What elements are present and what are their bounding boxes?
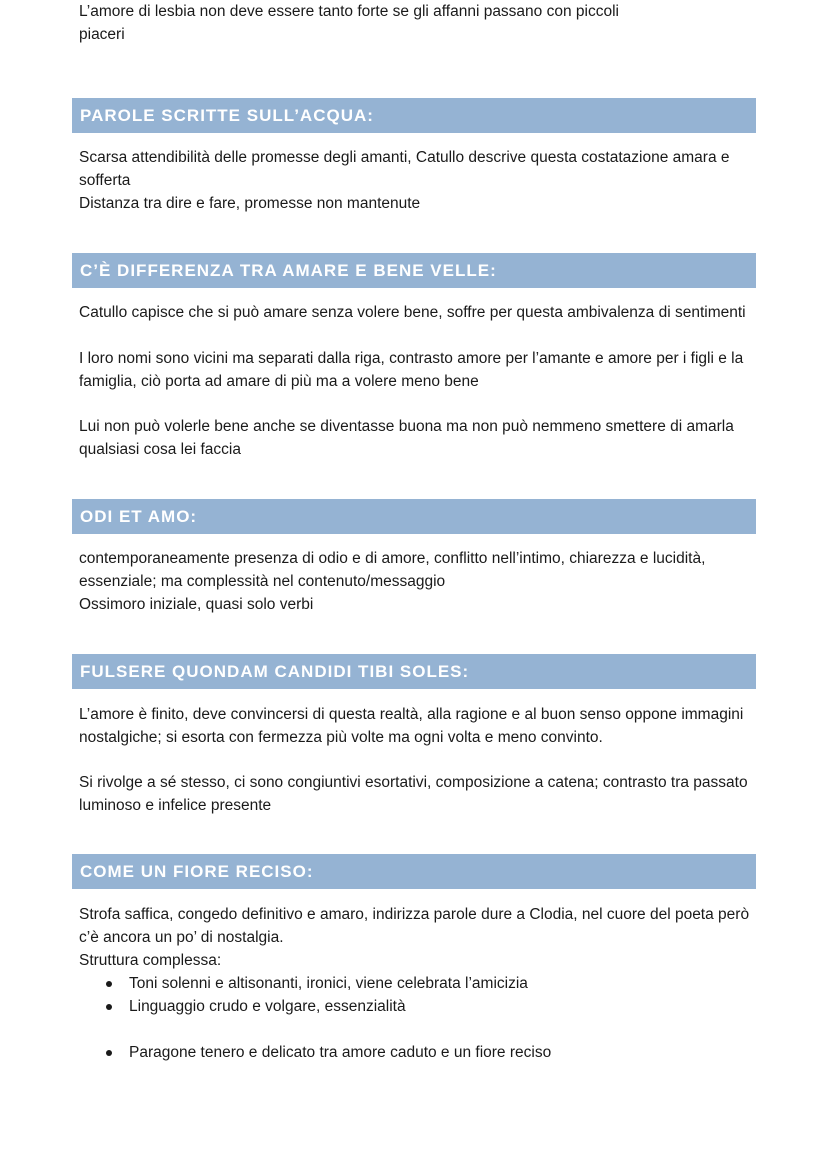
odi-paragraph-2: Ossimoro iniziale, quasi solo verbi — [79, 596, 314, 613]
list-item — [79, 995, 551, 1018]
bullet-icon — [106, 981, 112, 987]
list-item-text: Linguaggio crudo e volgare, essenzialità — [129, 998, 406, 1015]
intro-paragraph — [79, 0, 755, 46]
list-item — [79, 1041, 551, 1064]
differenza-paragraph-2: I loro nomi sono vicini ma separati dalla riga, contrasto amore per l’amante e amore per i figli e la famiglia, ciò porta ad amare di più ma a volere meno bene — [79, 350, 744, 390]
intro-line-1: L’amore di lesbia non deve essere tanto forte se gli affanni passano con piccoli — [79, 3, 619, 20]
differenza-paragraph-3: Lui non può volerle bene anche se diventasse buona ma non può nemmeno smettere di amarla qualsiasi cosa lei faccia — [79, 418, 734, 458]
heading-parole-scritte: PAROLE SCRITTE SULL’ACQUA: — [72, 98, 756, 133]
bullet-icon — [106, 1050, 112, 1056]
parole-paragraph-1: Scarsa attendibilità delle promesse degli amanti, Catullo descrive questa costatazione amara e sofferta — [79, 149, 730, 189]
list-item — [79, 972, 551, 995]
fulsere-paragraph-1: L’amore è finito, deve convincersi di questa realtà, alla ragione e al buon senso oppone immagini nostalgiche; si esorta con fermezza più volte ma ogni volta e meno convinto. — [79, 706, 744, 746]
heading-odi-et-amo: ODI ET AMO: — [72, 499, 756, 534]
differenza-paragraph-1: Catullo capisce che si può amare senza volere bene, soffre per questa ambivalenza di sentimenti — [79, 304, 746, 321]
parole-paragraph-2: Distanza tra dire e fare, promesse non mantenute — [79, 195, 421, 212]
heading-fulsere: FULSERE QUONDAM CANDIDI TIBI SOLES: — [72, 654, 756, 689]
intro-line-2: piaceri — [79, 26, 125, 43]
heading-differenza: C’È DIFFERENZA TRA AMARE E BENE VELLE: — [72, 253, 756, 288]
fulsere-paragraph-2: Si rivolge a sé stesso, ci sono congiuntivi esortativi, composizione a catena; contrasto tra passato luminoso e infelice presente — [79, 774, 748, 814]
list-item-text: Toni solenni e altisonanti, ironici, viene celebrata l’amicizia — [129, 975, 528, 992]
fiore-paragraph-1: Strofa saffica, congedo definitivo e amaro, indirizza parole dure a Clodia, nel cuore del poeta però c’è ancora un po’ di nostalgia. — [79, 906, 750, 946]
heading-fiore-reciso: COME UN FIORE RECISO: — [72, 854, 756, 889]
list-item-text: Paragone tenero e delicato tra amore caduto e un fiore reciso — [129, 1044, 552, 1061]
bullet-icon — [106, 1004, 112, 1010]
fiore-paragraph-2: Struttura complessa: — [79, 952, 222, 969]
fiore-bullet-list — [79, 972, 551, 1064]
list-spacer — [79, 1018, 551, 1041]
odi-paragraph-1: contemporaneamente presenza di odio e di amore, conflitto nell’intimo, chiarezza e lucidità, essenziale; ma complessità nel contenuto/messaggio — [79, 550, 706, 590]
